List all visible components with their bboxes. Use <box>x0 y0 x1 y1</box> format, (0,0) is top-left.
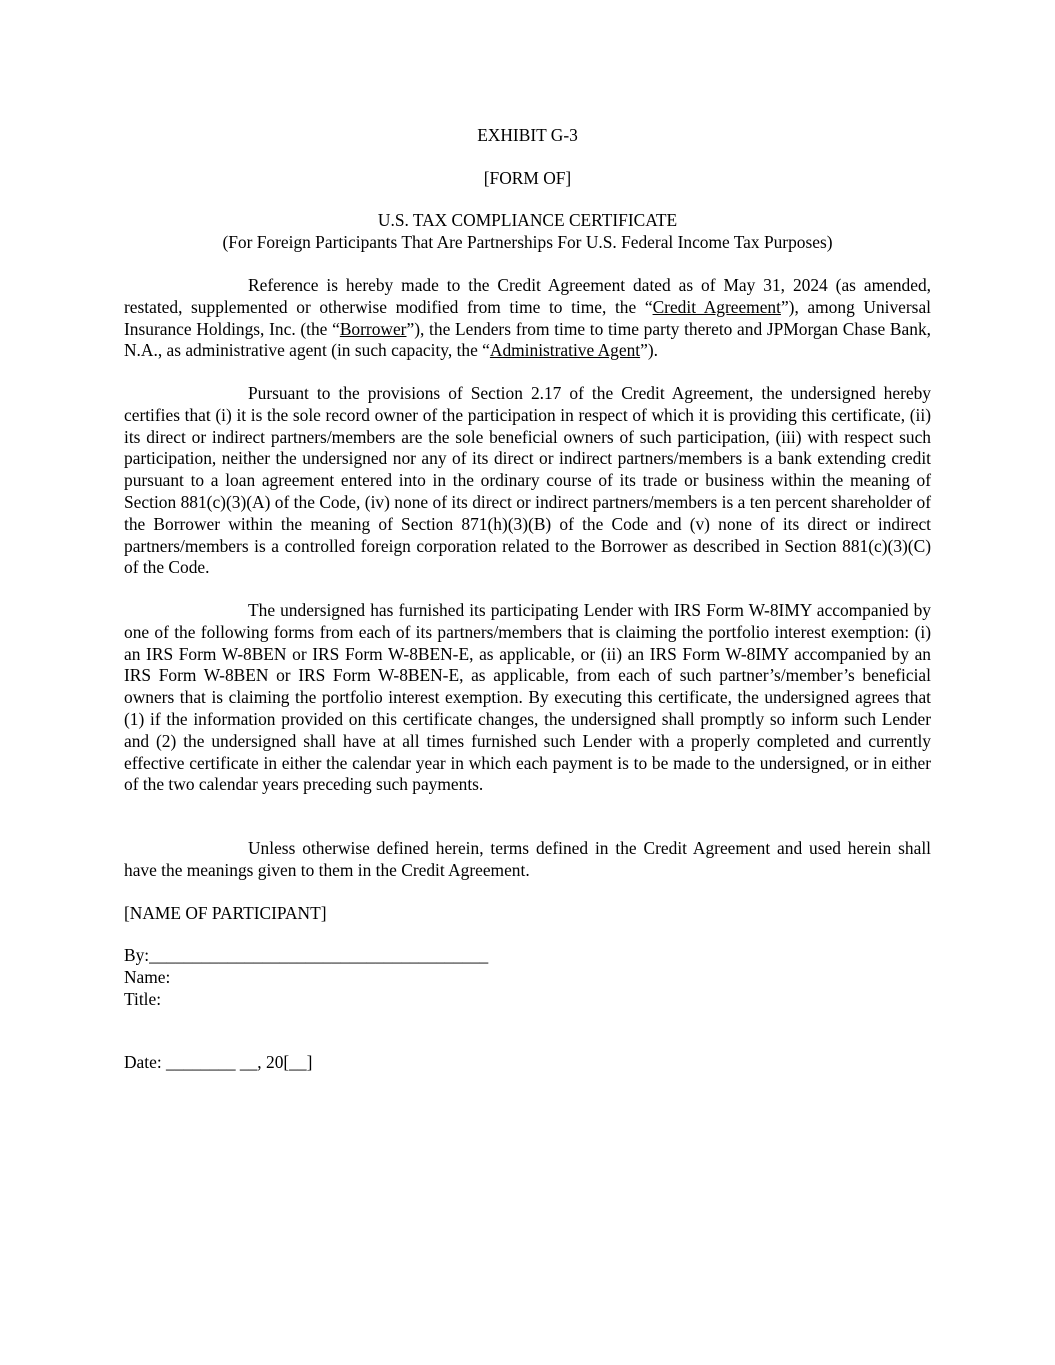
reference-text-2: ”), among Universal Insurance Holdings, Inc. (the “ <box>124 296 931 339</box>
administrative-agent-term: Administrative Agent <box>489 340 641 361</box>
reference-text-4: ”). <box>640 340 658 361</box>
signature-title-label: Title: <box>124 989 162 1009</box>
exhibit-heading: EXHIBIT G-3 <box>477 125 578 145</box>
definitions-paragraph: Unless otherwise defined herein, terms defined in the Credit Agreement and used herein shall have the meanings given to them in the Credit Agreement. <box>124 838 931 880</box>
borrower-term: Borrower <box>339 318 407 339</box>
participant-name-placeholder: [NAME OF PARTICIPANT] <box>124 903 327 923</box>
certificate-title: U.S. TAX COMPLIANCE CERTIFICATE <box>377 210 678 230</box>
signature-name-label: Name: <box>124 967 171 987</box>
forms-paragraph: The undersigned has furnished its participating Lender with IRS Form W-8IMY accompanied by one of the following forms from each of its partners/members that is claiming the portfolio interest exemption: (i) an IRS Form W-8BEN or IRS Form W-8BEN-E, as applicable, or (ii) an IRS Form W-8IMY accompanied by an IRS Form W-8BEN or IRS Form W-8BEN-E, as applicable, from each of such partner’s/member’s beneficial owners that is claiming the portfolio interest exemption. By executing this certificate, the undersigned agrees that (1) if the information provided on this certificate changes, the undersigned shall promptly so inform such Lender and (2) the undersigned shall have at all times furnished such Lender with a properly completed and currently effective certificate in either the calendar year in which each payment is to be made to the undersigned, or in either of the two calendar years preceding such payments. <box>124 600 931 795</box>
reference-text-1: Reference is hereby made to the Credit Agreement dated as of May 31, 2024 (as amended, restated, supplemented or otherwise modified from time to time, the “ <box>124 275 931 317</box>
credit-agreement-term: Credit Agreement <box>652 296 781 317</box>
signature-by-line: By:_______________________________________ <box>124 945 489 965</box>
form-of-heading: [FORM OF] <box>483 168 572 188</box>
reference-text-3: ”), the Lenders from time to time party thereto and JPMorgan Chase Bank, N.A., as administrative agent (in such capacity, the “ <box>124 318 931 361</box>
reference-paragraph <box>124 275 931 362</box>
certificate-subtitle: (For Foreign Participants That Are Partnerships For U.S. Federal Income Tax Purposes) <box>222 232 833 252</box>
date-line: Date: ________ __, 20[__] <box>124 1052 313 1072</box>
certification-paragraph: Pursuant to the provisions of Section 2.17 of the Credit Agreement, the undersigned hereby certifies that (i) it is the sole record owner of the participation in respect of which it is providing this certificate, (ii) its direct or indirect partners/members are the sole beneficial owners of such participation, (iii) with respect such participation, neither the undersigned nor any of its direct or indirect partners/members is a bank extending credit pursuant to a loan agreement entered into in the ordinary course of its trade or business within the meaning of Section 881(c)(3)(A) of the Code, (iv) none of its direct or indirect partners/members is a ten percent shareholder of the Borrower within the meaning of Section 871(h)(3)(B) of the Code and (v) none of its direct or indirect partners/members is a controlled foreign corporation related to the Borrower as described in Section 881(c)(3)(C) of the Code. <box>124 383 931 578</box>
